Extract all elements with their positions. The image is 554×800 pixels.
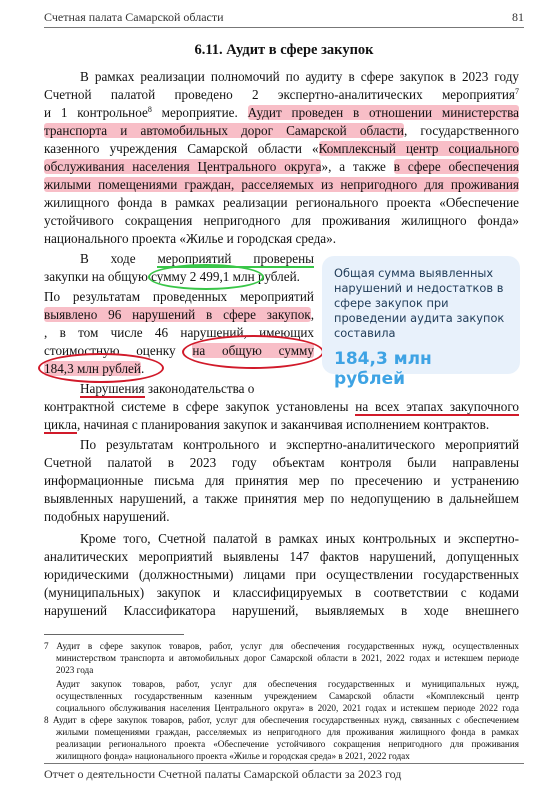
p4-line-5: нарушений Классификатора нарушений, выявляемых в ходе внешнего [44,603,519,618]
summary-callout [322,256,520,389]
callout-amount: 184,3 млн рублей [334,349,432,389]
p1-l3-a: и 1 контрольное [44,105,148,120]
p2-l2-c: рублей. [254,269,300,284]
p1-line-7 [44,176,519,194]
p2-l1-a: В ходе [80,251,158,266]
footnote-7b-line-1: Аудит закупок товаров, работ, услуг для обеспечения государственных и муниципальных нужд, [56,679,519,689]
footnote-ref-7: 7 [515,87,519,96]
p2c-l3-b: , начиная с планирования закупок и заканчивая исполнением контрактов. [76,417,490,432]
red-circle-mark-sum [182,335,324,369]
footnote-ref-8: 8 [147,105,152,114]
footnote-8-line-2: жилыми помещениями граждан, расселяемых из непригодного для проживания жилищного фонда в рамках [56,727,519,737]
header-rule [44,27,524,28]
highlight-total-sum: на общую сумму [192,343,314,358]
highlight-184-3: 184,3 млн рублей [44,361,141,376]
running-footer: Отчет о деятельности Счетной палаты Самарской области за 2023 год [44,767,402,781]
p1-l2-text: Счетной палатой проведено 2 экспертно-аналитических мероприятия [44,87,515,102]
highlight-audit: Аудит проведен в отношении министерства [247,105,519,120]
section-title: 6.11. Аудит в сфере закупок [194,42,374,58]
p2c-line-2 [44,398,519,416]
p1-line-8: жилищного фонда в рамках реализации регионального проекта «Обеспечение [44,195,519,210]
p4-line-3: юридическими (должностными) лицами при осуществлении государственных [44,567,519,582]
footer-rule [44,763,524,764]
highlight-96-violations: выявлено 96 нарушений в сфере закупок [44,307,311,322]
page-number: 81 [512,10,524,24]
p2-l2-a: закупки на общую [44,269,152,284]
highlight-center: Комплексный центр социального [318,141,519,156]
p2-l6-a: стоимостную оценку [44,343,193,358]
p4-line-4: (муниципальных) закупок и классифицируемых в соответствии с кодами [44,585,519,600]
footnote-8-line-4: жилищного фонда» национального проекта «Жилье и городская среда» в 2021, 2022 годах [56,751,410,761]
p1-line-3 [44,104,519,122]
p1-line-4 [44,122,519,140]
highlight-housing: в сфере обеспечения [393,159,519,174]
p3-line-2: Счетной палатой в 2023 году объектам контроля были направлены [44,455,519,470]
p2-line-3: По результатам проведенных мероприятий [44,289,314,304]
p1-line-1: В рамках реализации полномочий по аудиту в сфере закупок в 2023 году [80,69,519,84]
highlight-district: обслуживания населения Центрального округа [44,159,322,174]
p2-l4-b: , [310,307,314,322]
footnote-7b-line-3: социального обслуживания населения Центрального округа» в 2020, 2021 годах и истекшем периоде 2022 года [56,703,519,713]
p1-l6-b: », а также [321,159,394,174]
footnote-7-line-3: 2023 года [56,665,94,675]
footnote-rule [44,634,184,635]
p1-l3-b: мероприятие. [151,105,248,120]
p4-line-1: Кроме того, Счетной палатой в рамках иных контрольных и экспертно- [80,531,519,546]
p3-line-1: По результатам контрольного и экспертно-аналитического мероприятий [80,437,519,452]
p1-line-9: устойчивого сокращения непригодного для проживания жилищного фонда» [44,213,519,228]
p4-line-2: аналитических мероприятий выявлены 147 фактов нарушений, допущенных [44,549,519,564]
highlight-ministry: транспорта и автомобильных дорог Самарской области [44,123,404,138]
footnote-7-line-2: министерством транспорта и автомобильных дорог Самарской области в 2021, 2022 годах и истекшем периоде [56,653,519,663]
p2c-line-1 [44,380,344,398]
red-circle-mark-amount [38,353,164,383]
underline-cycle: цикла [44,417,77,432]
p1-line-6 [44,158,519,176]
p1-l4-b: , государственного [403,123,519,138]
p3-line-4: выявленных нарушений, а также принятия мер по недопущению в дальнейшем [44,491,519,506]
p2c-l1-b: законодательства о [144,381,255,396]
underline-all-stages: на всех этапах закупочного [355,399,520,414]
p3-line-5: подобных нарушений. [44,509,170,524]
p1-l5-a: казенного учреждения Самарской области « [44,141,319,156]
p2c-line-3 [44,416,519,434]
green-circle-mark [148,264,264,290]
p3-line-3: информационные письма для принятия мер по пресечению и устранению [44,473,519,488]
highlight-housing-2: жилыми помещениями граждан, расселяемых из непригодного для проживания [44,177,519,192]
footnote-7-line-1: 7 Аудит в сфере закупок товаров, работ, услуг для обеспечения государственных нужд, осуществленных [44,641,519,651]
underline-violations: Нарушения [80,381,145,396]
p2-line-5: , в том числе 46 нарушений, имеющих [44,325,314,340]
p2c-l2-a: контрактной системе в сфере закупок установлены [44,399,356,414]
p1-line-10: национального проекта «Жилье и городская среда». [44,231,337,246]
footnote-8-line-3: реализации регионального проекта «Обеспечение устойчивого сокращения непригодного для проживания [56,739,519,749]
header-org: Счетная палата Самарской области [44,10,224,24]
p2-line-4 [44,306,314,324]
p1-line-5 [44,140,519,158]
footnote-8-line-1: 8 Аудит в сфере закупок товаров, работ, услуг для обеспечения государственных нужд, связанных с обеспечением [44,715,519,725]
amount-2499: сумму 2 499,1 млн [151,269,255,284]
underline-events: мероприятий проверены [157,251,314,266]
footnote-7b-line-2: осуществленных государственным казенным учреждением Самарской области «Комплексный центр [56,691,519,701]
p1-line-2 [44,86,519,104]
callout-text: Общая сумма выявленных нарушений и недостатков в сфере закупок при проведении аудита закупок составила [334,266,505,340]
p2-l7-b: . [140,361,145,376]
running-header [44,10,524,26]
